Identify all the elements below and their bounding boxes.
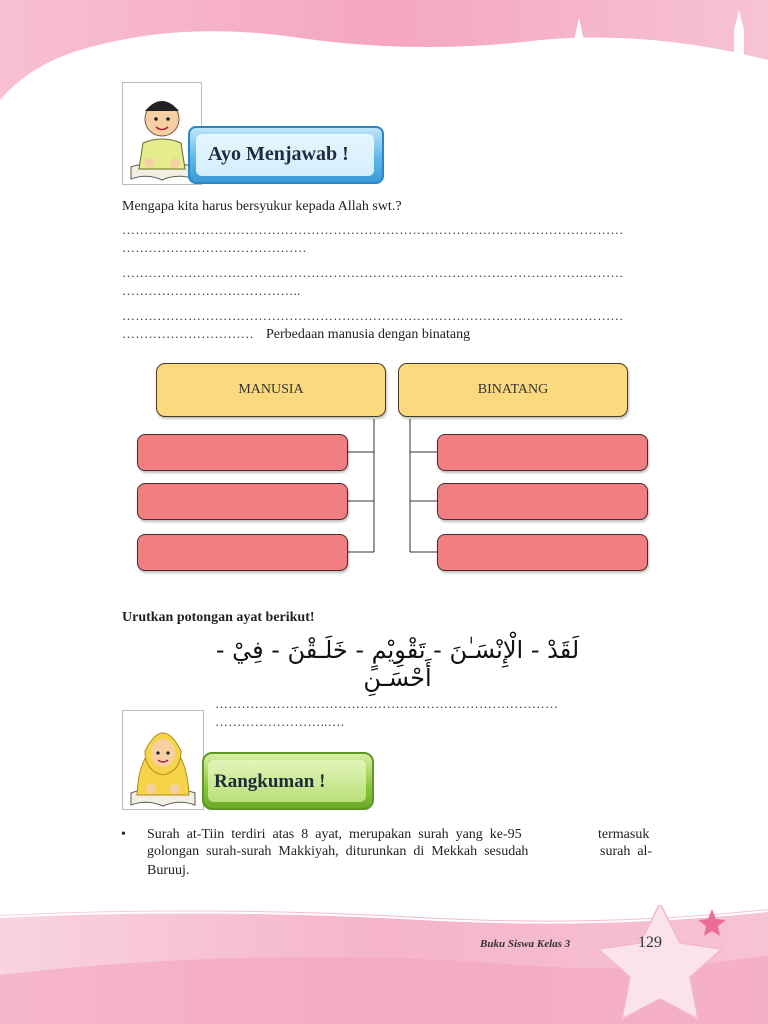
summary-line-1: Surah at-Tiin terdiri atas 8 ayat, merupakan surah yang ke-95 bbox=[147, 827, 522, 842]
footer-book-title: Buku Siswa Kelas 3 bbox=[480, 938, 571, 950]
answer-line-1b[interactable]: …………………………………… bbox=[122, 240, 307, 255]
answer-line-2a[interactable]: …………………………………………………………………………………………………… bbox=[122, 265, 624, 280]
binatang-answer-box-1[interactable] bbox=[437, 434, 648, 471]
section-title: Ayo Menjawab ! bbox=[208, 143, 349, 165]
binatang-answer-box-2[interactable] bbox=[437, 483, 648, 520]
manusia-label: MANUSIA bbox=[238, 382, 304, 397]
diagram-caption: Perbedaan manusia dengan binatang bbox=[266, 327, 471, 342]
binatang-label: BINATANG bbox=[477, 382, 549, 397]
manusia-answer-box-2[interactable] bbox=[137, 483, 348, 520]
arabic-verse-pieces: لَقَدْ - الْإِنْسَـٰنَ - تَقْوِيْمٍ - خَلَـقْنَ - فِيْ - أَحْسَـنِ bbox=[215, 636, 580, 692]
manusia-answer-box-1[interactable] bbox=[137, 434, 348, 471]
binatang-answer-box-3[interactable] bbox=[437, 534, 648, 571]
answer-line-4a[interactable]: …………………………………………………………………… bbox=[215, 696, 559, 711]
summary-title: Rangkuman ! bbox=[214, 771, 326, 792]
question-text: Mengapa kita harus bersyukur kepada Allah swt.? bbox=[122, 199, 402, 214]
summary-line-2-right: surah al- bbox=[600, 844, 653, 859]
answer-line-4b[interactable]: ……………………..…. bbox=[215, 714, 345, 729]
manusia-answer-box-3[interactable] bbox=[137, 534, 348, 571]
answer-line-2b[interactable]: ………………………………….. bbox=[122, 283, 301, 298]
answer-line-3a[interactable]: …………………………………………………………………………………………………… bbox=[122, 308, 624, 323]
summary-bullet: • bbox=[121, 827, 126, 842]
answer-line-1a[interactable]: …………………………………………………………………………………………………… bbox=[122, 222, 624, 237]
summary-line-3: Buruuj. bbox=[147, 863, 190, 878]
summary-line-1-right: termasuk bbox=[598, 827, 650, 842]
instruction-text: Urutkan potongan ayat berikut! bbox=[122, 610, 315, 625]
girl-reading-illustration bbox=[122, 710, 204, 810]
page-number: 129 bbox=[638, 934, 662, 951]
summary-line-2: golongan surah-surah Makkiyah, diturunkan di Mekkah sesudah bbox=[147, 844, 529, 859]
answer-line-3b[interactable]: ………………………… bbox=[122, 326, 254, 341]
footer-decoration bbox=[0, 905, 768, 1024]
